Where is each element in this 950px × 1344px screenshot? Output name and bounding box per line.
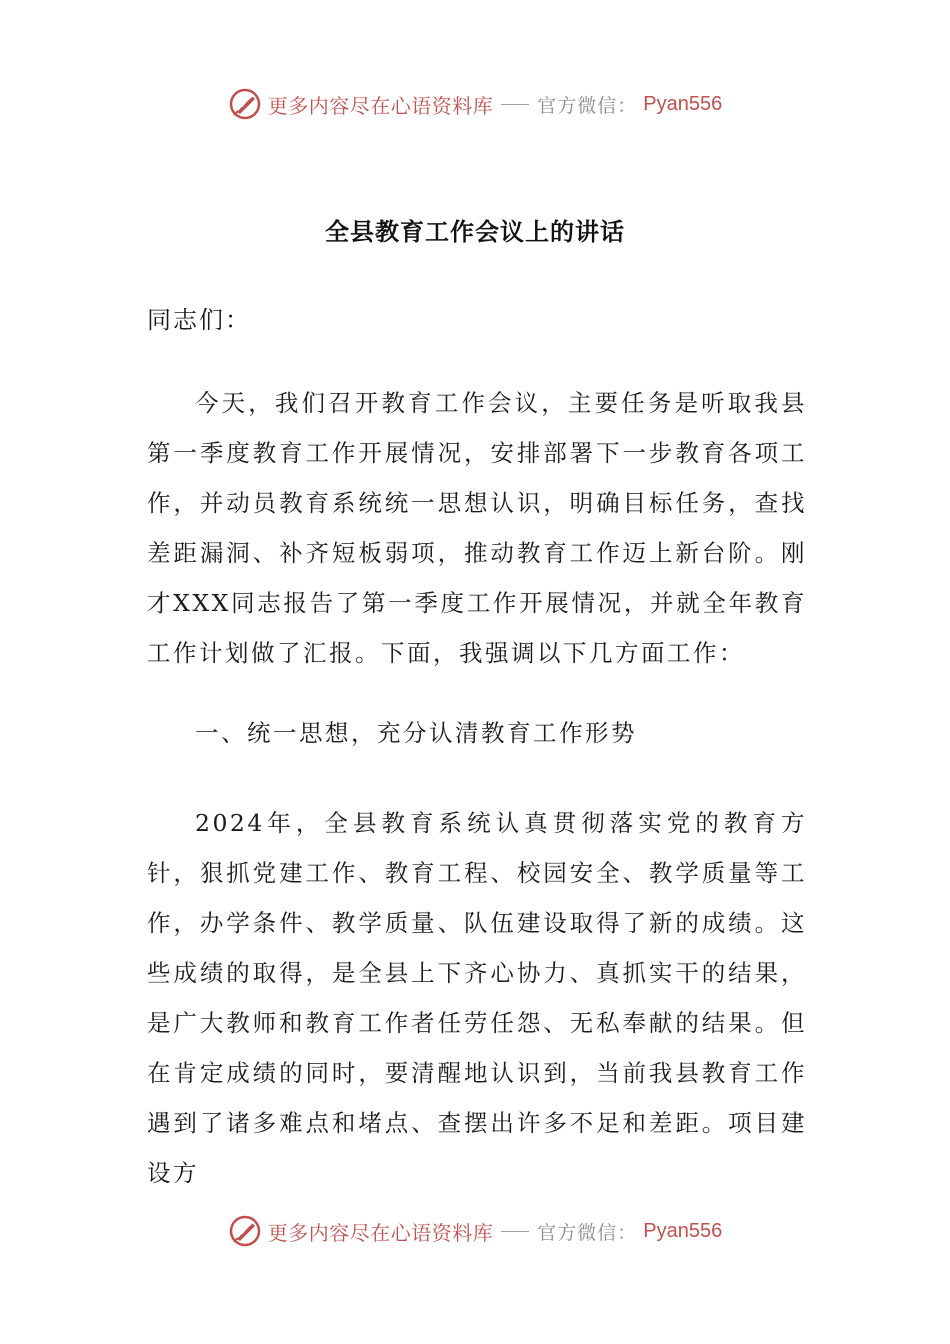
quill-logo-icon — [228, 1214, 262, 1248]
salutation: 同志们： — [147, 306, 251, 334]
header-banner-text: 更多内容尽在心语资料库 — [267, 93, 494, 118]
footer-contact-id: Pyan556 — [643, 1219, 723, 1242]
header-banner-divider — [501, 104, 529, 105]
footer-banner-content — [228, 1214, 722, 1248]
header-banner-content — [228, 87, 722, 121]
footer-banner-divider — [501, 1231, 529, 1232]
header-contact-id: Pyan556 — [643, 92, 723, 115]
section-heading-1: 一、统一思想，充分认清教育工作形势 — [195, 719, 637, 747]
paragraph-intro: 今天，我们召开教育工作会议，主要任务是听取我县第一季度教育工作开展情况，安排部署下一步教育各项工作，并动员教育系统统一思想认识，明确目标任务，查找差距漏洞、补齐短板弱项，推动教育工作迈上新台阶。刚才XXX同志报告了第一季度工作开展情况，并就全年教育工作计划做了汇报。下面，我强调以下几方面工作： — [147, 389, 807, 667]
quill-logo-icon — [228, 87, 262, 121]
paragraph-section-1: 2024年，全县教育系统认真贯彻落实党的教育方针，狠抓党建工作、教育工程、校园安全、教学质量等工作，办学条件、教学质量、队伍建设取得了新的成绩。这些成绩的取得，是全县上下齐心协力、真抓实干的结果，是广大教师和教育工作者任劳任怨、无私奉献的结果。但在肯定成绩的同时，要清醒地认识到，当前我县教育工作遇到了诸多难点和堵点、查摆出许多不足和差距。项目建设方 — [147, 809, 807, 1187]
header-contact-label: 官方微信： — [537, 94, 638, 117]
header-banner — [0, 82, 950, 126]
footer-banner-text: 更多内容尽在心语资料库 — [267, 1220, 494, 1245]
document-title: 全县教育工作会议上的讲话 — [325, 218, 625, 246]
footer-contact-label: 官方微信： — [537, 1221, 638, 1244]
footer-banner — [0, 1209, 950, 1253]
